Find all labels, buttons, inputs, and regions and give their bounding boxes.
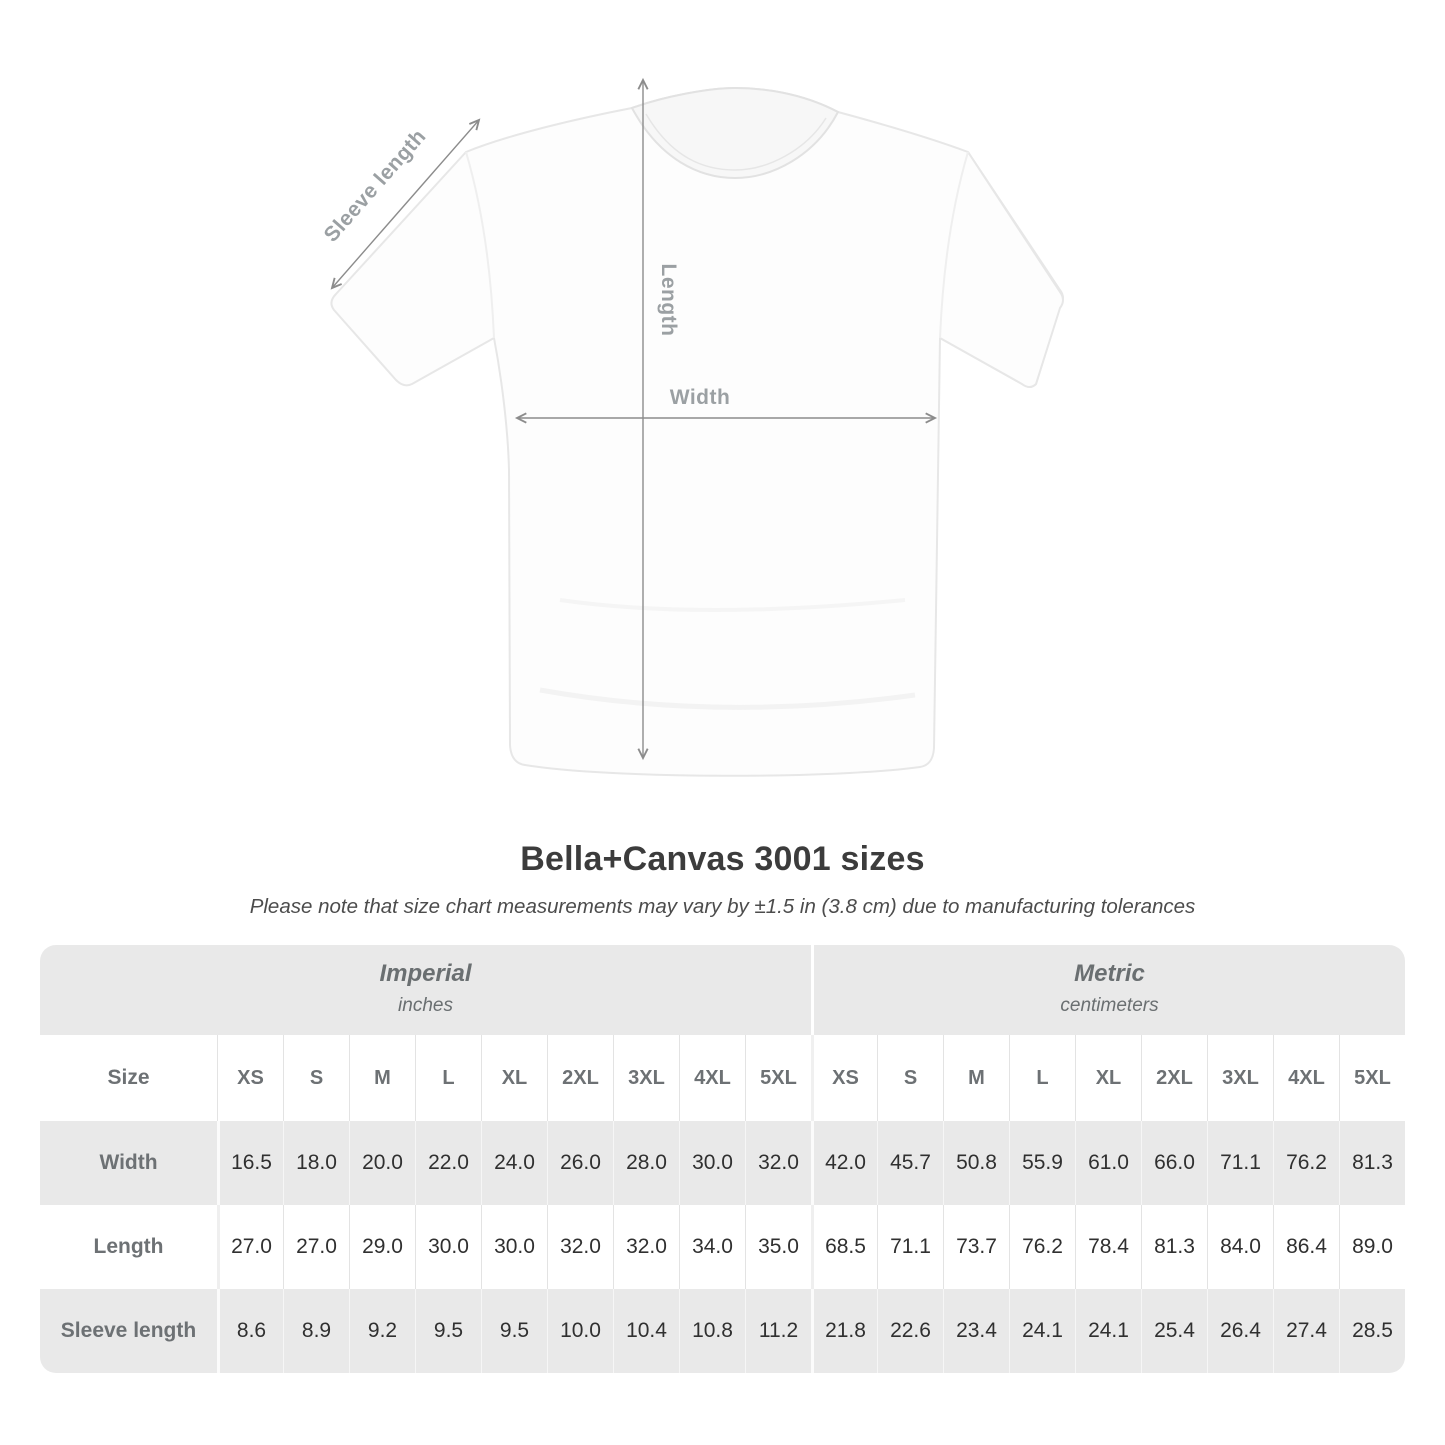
value-cell: 76.2 [1009, 1205, 1075, 1289]
value-cell: 9.5 [481, 1289, 547, 1373]
value-cell: 10.4 [613, 1289, 679, 1373]
value-cell: 25.4 [1141, 1289, 1207, 1373]
value-cell: 71.1 [1207, 1121, 1273, 1205]
value-cell: 28.0 [613, 1121, 679, 1205]
value-cell: 45.7 [877, 1121, 943, 1205]
tolerance-note: Please note that size chart measurements may vary by ±1.5 in (3.8 cm) due to manufacturing tolerances [249, 895, 1196, 918]
value-cell: 50.8 [943, 1121, 1009, 1205]
size-column-header: Size [40, 1035, 217, 1121]
size-cell: XS [811, 1035, 877, 1121]
value-cell: 29.0 [349, 1205, 415, 1289]
value-cell: 32.0 [613, 1205, 679, 1289]
value-cell: 35.0 [745, 1205, 811, 1289]
value-cell: 34.0 [679, 1205, 745, 1289]
value-cell: 81.3 [1339, 1121, 1405, 1205]
value-cell: 26.4 [1207, 1289, 1273, 1373]
value-cell: 27.0 [217, 1205, 283, 1289]
tshirt-body [331, 88, 1063, 776]
value-cell: 8.9 [283, 1289, 349, 1373]
sleeve-length-label: Sleeve length [319, 124, 431, 247]
metric-group-unit: centimeters [1060, 994, 1159, 1016]
value-cell: 86.4 [1273, 1205, 1339, 1289]
value-cell: 24.1 [1009, 1289, 1075, 1373]
value-cell: 42.0 [811, 1121, 877, 1205]
value-cell: 32.0 [547, 1205, 613, 1289]
size-cell: XL [481, 1035, 547, 1121]
size-cell: 4XL [679, 1035, 745, 1121]
size-cell: 2XL [1141, 1035, 1207, 1121]
value-cell: 22.0 [415, 1121, 481, 1205]
size-cell: 3XL [1207, 1035, 1273, 1121]
row-label: Width [40, 1121, 217, 1205]
length-label: Length [657, 263, 680, 337]
value-cell: 10.8 [679, 1289, 745, 1373]
imperial-group-unit: inches [398, 994, 453, 1016]
value-cell: 61.0 [1075, 1121, 1141, 1205]
size-cell: M [943, 1035, 1009, 1121]
value-cell: 76.2 [1273, 1121, 1339, 1205]
value-cell: 81.3 [1141, 1205, 1207, 1289]
width-label: Width [669, 386, 731, 409]
metric-group-header [811, 945, 1405, 1035]
size-cell: S [877, 1035, 943, 1121]
size-cell: L [415, 1035, 481, 1121]
size-cell: M [349, 1035, 415, 1121]
size-cell: 5XL [1339, 1035, 1405, 1121]
size-cell: XL [1075, 1035, 1141, 1121]
value-cell: 27.0 [283, 1205, 349, 1289]
value-cell: 84.0 [1207, 1205, 1273, 1289]
value-cell: 9.2 [349, 1289, 415, 1373]
value-cell: 32.0 [745, 1121, 811, 1205]
row-label: Sleeve length [40, 1289, 217, 1373]
size-cell: L [1009, 1035, 1075, 1121]
size-table [40, 945, 1405, 1373]
value-cell: 8.6 [217, 1289, 283, 1373]
page-title: Bella+Canvas 3001 sizes [520, 840, 925, 878]
imperial-group-label: Imperial [379, 959, 472, 987]
value-cell: 23.4 [943, 1289, 1009, 1373]
value-cell: 9.5 [415, 1289, 481, 1373]
value-cell: 89.0 [1339, 1205, 1405, 1289]
size-cell: XS [217, 1035, 283, 1121]
value-cell: 26.0 [547, 1121, 613, 1205]
value-cell: 55.9 [1009, 1121, 1075, 1205]
size-cell: 2XL [547, 1035, 613, 1121]
value-cell: 10.0 [547, 1289, 613, 1373]
size-cell: 3XL [613, 1035, 679, 1121]
value-cell: 22.6 [877, 1289, 943, 1373]
value-cell: 71.1 [877, 1205, 943, 1289]
size-cell: S [283, 1035, 349, 1121]
value-cell: 16.5 [217, 1121, 283, 1205]
value-cell: 30.0 [481, 1205, 547, 1289]
size-cell: 5XL [745, 1035, 811, 1121]
value-cell: 24.1 [1075, 1289, 1141, 1373]
size-cell: 4XL [1273, 1035, 1339, 1121]
value-cell: 20.0 [349, 1121, 415, 1205]
value-cell: 27.4 [1273, 1289, 1339, 1373]
value-cell: 21.8 [811, 1289, 877, 1373]
value-cell: 66.0 [1141, 1121, 1207, 1205]
row-label: Length [40, 1205, 217, 1289]
value-cell: 18.0 [283, 1121, 349, 1205]
value-cell: 30.0 [679, 1121, 745, 1205]
imperial-group-header [40, 945, 811, 1035]
metric-group-label: Metric [1074, 959, 1145, 987]
value-cell: 11.2 [745, 1289, 811, 1373]
value-cell: 28.5 [1339, 1289, 1405, 1373]
value-cell: 78.4 [1075, 1205, 1141, 1289]
value-cell: 73.7 [943, 1205, 1009, 1289]
value-cell: 68.5 [811, 1205, 877, 1289]
value-cell: 30.0 [415, 1205, 481, 1289]
value-cell: 24.0 [481, 1121, 547, 1205]
